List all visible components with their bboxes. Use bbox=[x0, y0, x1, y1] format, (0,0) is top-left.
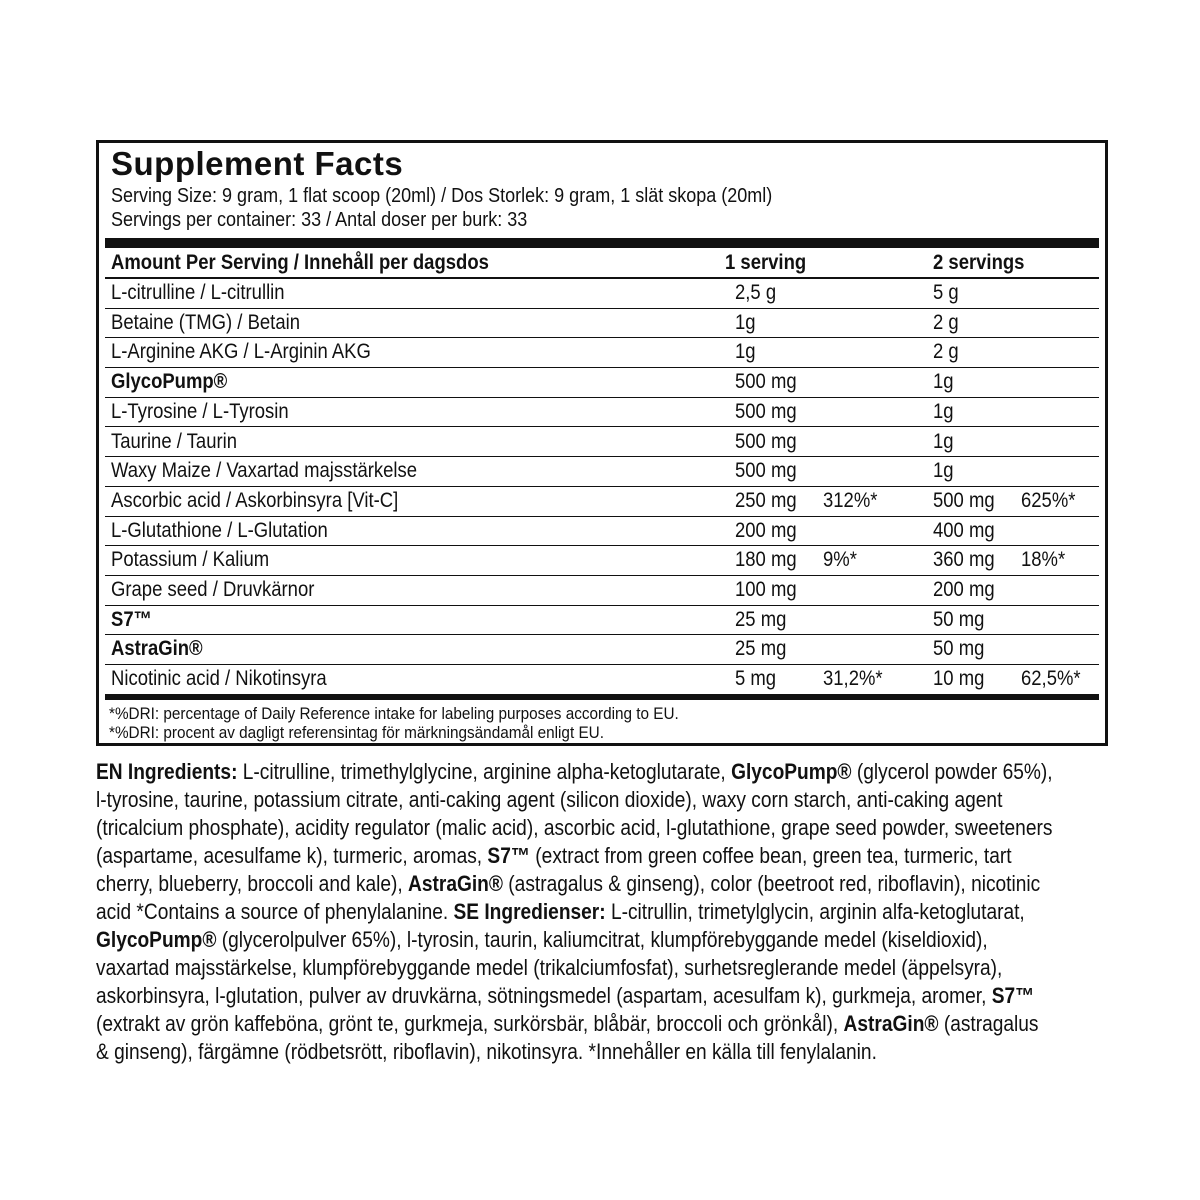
ingredient-text: (extract from green coffee bean, green tea, turmeric, tart bbox=[529, 843, 1012, 868]
ingredients-line bbox=[96, 870, 1105, 898]
ingredient-text: (glycerol powder 65%), bbox=[851, 759, 1053, 784]
nutrient-name: Ascorbic acid / Askorbinsyra [Vit-C] bbox=[111, 488, 399, 512]
facts-header-row bbox=[105, 249, 1099, 279]
ingredient-highlight: S7™ bbox=[991, 983, 1035, 1008]
ingredients-line bbox=[96, 786, 1105, 814]
ingredient-text: L-citrullin, trimetylglycin, arginin alfa-ketoglutarat, bbox=[610, 899, 1025, 924]
facts-row bbox=[105, 279, 1099, 309]
amount-two-servings: 400 mg bbox=[933, 518, 995, 542]
thick-divider bbox=[105, 238, 1099, 248]
nutrient-name: Waxy Maize / Vaxartad majsstärkelse bbox=[111, 459, 418, 483]
amount-two-servings: 10 mg bbox=[933, 667, 985, 691]
ingredients-line bbox=[96, 814, 1105, 842]
ingredient-text: l-tyrosine, taurine, potassium citrate, anti-caking agent (silicon dioxide), waxy corn starch, anti-caking agent bbox=[96, 787, 1003, 812]
ingredients-line bbox=[96, 954, 1105, 982]
ingredients-line bbox=[96, 1038, 1105, 1066]
servings-per-container: Servings per container: 33 / Antal doser per burk: 33 bbox=[111, 209, 528, 231]
ingredient-highlight: S7™ bbox=[487, 843, 530, 868]
ingredient-text: & ginseng), färgämne (rödbetsrött, riboflavin), nikotinsyra. *Innehåller en källa till fenylalanin. bbox=[96, 1039, 877, 1064]
amount-one-serving: 500 mg bbox=[735, 370, 797, 394]
footnote-se: *%DRI: procent av dagligt referensintag för märkningsändamål enligt EU. bbox=[109, 723, 604, 742]
facts-row bbox=[105, 487, 1099, 517]
facts-row bbox=[105, 665, 1099, 695]
amount-one-serving: 100 mg bbox=[735, 578, 797, 601]
facts-title: Supplement Facts bbox=[111, 145, 404, 182]
amount-two-servings: 50 mg bbox=[933, 607, 985, 631]
ingredient-highlight: GlycoPump® bbox=[731, 759, 852, 784]
nutrient-name: Nicotinic acid / Nikotinsyra bbox=[111, 667, 327, 691]
facts-row bbox=[105, 309, 1099, 339]
nutrient-name: GlycoPump® bbox=[111, 370, 228, 394]
ingredient-text: (tricalcium phosphate), acidity regulator (malic acid), ascorbic acid, l-glutathione, grape seed powder, sweeteners bbox=[96, 815, 1053, 840]
amount-one-serving: 1g bbox=[735, 310, 756, 334]
amount-one-serving: 200 mg bbox=[735, 518, 797, 542]
amount-one-serving: 180 mg bbox=[735, 548, 797, 572]
amount-two-servings: 2 g bbox=[933, 340, 959, 364]
amount-two-servings: 360 mg bbox=[933, 548, 995, 572]
nutrient-name: Grape seed / Druvkärnor bbox=[111, 578, 315, 601]
supplement-facts-panel bbox=[96, 140, 1108, 746]
ingredient-text: (glycerolpulver 65%), l-tyrosin, taurin, kaliumcitrat, klumpförebyggande medel (kiseldioxid), bbox=[216, 927, 988, 952]
amount-two-servings: 5 g bbox=[933, 281, 959, 304]
dri-two-servings: 62,5%* bbox=[1021, 667, 1081, 691]
facts-row bbox=[105, 457, 1099, 487]
amount-two-servings: 1g bbox=[933, 459, 954, 483]
header-amount-per-serving: Amount Per Serving / Innehåll per dagsdos bbox=[111, 251, 489, 274]
amount-two-servings: 1g bbox=[933, 370, 954, 394]
amount-two-servings: 200 mg bbox=[933, 578, 995, 601]
dri-one-serving: 31,2%* bbox=[823, 667, 883, 691]
ingredients-line bbox=[96, 758, 1105, 786]
ingredient-text: (astragalus bbox=[938, 1011, 1039, 1036]
ingredient-text: cherry, blueberry, broccoli and kale), bbox=[96, 871, 409, 896]
ingredient-text: acid *Contains a source of phenylalanine. bbox=[96, 899, 454, 924]
amount-one-serving: 25 mg bbox=[735, 637, 787, 661]
ingredient-highlight: GlycoPump® bbox=[96, 927, 217, 952]
footnote-en: *%DRI: percentage of Daily Reference intake for labeling purposes according to EU. bbox=[109, 704, 679, 723]
amount-one-serving: 25 mg bbox=[735, 607, 787, 631]
facts-row bbox=[105, 606, 1099, 636]
amount-two-servings: 2 g bbox=[933, 310, 959, 334]
dri-one-serving: 312%* bbox=[823, 488, 878, 512]
dri-one-serving: 9%* bbox=[823, 548, 857, 572]
nutrient-name: S7™ bbox=[111, 607, 153, 631]
nutrient-name: L-Arginine AKG / L-Arginin AKG bbox=[111, 340, 371, 364]
amount-one-serving: 500 mg bbox=[735, 429, 797, 453]
facts-row bbox=[105, 517, 1099, 547]
nutrient-name: L-citrulline / L-citrullin bbox=[111, 281, 285, 304]
ingredient-highlight: SE Ingredienser: bbox=[453, 899, 611, 924]
amount-two-servings: 1g bbox=[933, 399, 954, 423]
nutrient-name: L-Tyrosine / L-Tyrosin bbox=[111, 399, 289, 423]
amount-one-serving: 500 mg bbox=[735, 459, 797, 483]
nutrient-name: Taurine / Taurin bbox=[111, 429, 238, 453]
ingredients-line bbox=[96, 982, 1105, 1010]
ingredient-text: askorbinsyra, l-glutation, pulver av druvkärna, sötningsmedel (aspartam, acesulfam k), gurkmeja, aromer, bbox=[96, 983, 992, 1008]
ingredients-line bbox=[96, 1010, 1105, 1038]
header-one-serving: 1 serving bbox=[725, 251, 807, 274]
facts-row bbox=[105, 338, 1099, 368]
amount-two-servings: 500 mg bbox=[933, 488, 995, 512]
ingredient-text: (aspartame, acesulfame k), turmeric, aromas, bbox=[96, 843, 488, 868]
nutrient-name: Betaine (TMG) / Betain bbox=[111, 310, 300, 334]
facts-row bbox=[105, 576, 1099, 606]
ingredient-text: (astragalus & ginseng), color (beetroot red, riboflavin), nicotinic bbox=[502, 871, 1041, 896]
ingredients-line bbox=[96, 926, 1105, 954]
ingredient-highlight: EN Ingredients: bbox=[96, 759, 243, 784]
nutrient-name: AstraGin® bbox=[111, 637, 203, 661]
facts-row bbox=[105, 368, 1099, 398]
facts-row bbox=[105, 546, 1099, 576]
ingredient-highlight: AstraGin® bbox=[408, 871, 503, 896]
dri-two-servings: 18%* bbox=[1021, 548, 1066, 572]
nutrient-name: L-Glutathione / L-Glutation bbox=[111, 518, 328, 542]
amount-one-serving: 2,5 g bbox=[735, 281, 777, 304]
ingredients-line bbox=[96, 842, 1105, 870]
amount-one-serving: 250 mg bbox=[735, 488, 797, 512]
ingredients-line bbox=[96, 898, 1105, 926]
facts-row bbox=[105, 635, 1099, 665]
amount-two-servings: 1g bbox=[933, 429, 954, 453]
ingredient-highlight: AstraGin® bbox=[843, 1011, 939, 1036]
ingredient-text: L-citrulline, trimethylglycine, arginine alpha-ketoglutarate, bbox=[242, 759, 732, 784]
ingredients-text bbox=[96, 758, 1105, 1066]
dri-two-servings: 625%* bbox=[1021, 488, 1076, 512]
ingredient-text: vaxartad majsstärkelse, klumpförebyggande medel (trikalciumfosfat), surhetsreglerande medel (äppelsyra), bbox=[96, 955, 1003, 980]
bottom-divider bbox=[105, 694, 1099, 700]
header-two-servings: 2 servings bbox=[933, 251, 1025, 274]
ingredient-text: (extrakt av grön kaffeböna, grönt te, gurkmeja, surkörsbär, blåbär, broccoli och grönkål), bbox=[96, 1011, 844, 1036]
facts-row bbox=[105, 398, 1099, 428]
serving-size: Serving Size: 9 gram, 1 flat scoop (20ml) / Dos Storlek: 9 gram, 1 slät skopa (20ml) bbox=[111, 185, 773, 207]
amount-one-serving: 5 mg bbox=[735, 667, 777, 691]
amount-one-serving: 1g bbox=[735, 340, 756, 364]
nutrient-name: Potassium / Kalium bbox=[111, 548, 270, 572]
amount-one-serving: 500 mg bbox=[735, 399, 797, 423]
amount-two-servings: 50 mg bbox=[933, 637, 985, 661]
facts-row bbox=[105, 428, 1099, 458]
